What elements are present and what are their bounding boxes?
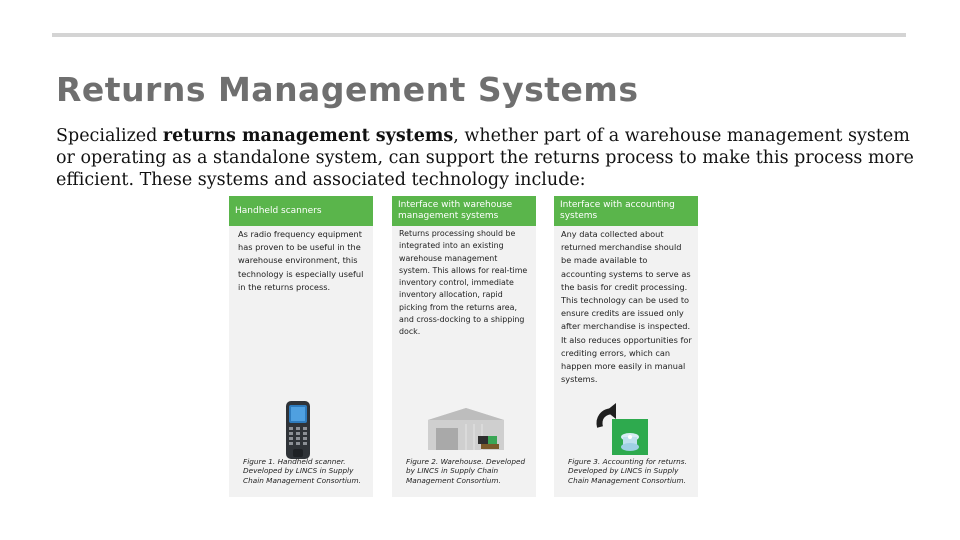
column-body: As radio frequency equipment has proven to be useful in the warehouse environment, this technology is especially useful in the returns process. xyxy=(238,229,364,292)
column-heading: Handheld scanners xyxy=(229,196,373,226)
page-title: Returns Management Systems xyxy=(56,70,639,109)
figure-caption: Figure 3. Accounting for returns. Developed by LINCS in Supply Chain Management Consortium. xyxy=(568,456,687,485)
intro-paragraph xyxy=(56,125,916,191)
top-divider xyxy=(52,33,906,37)
accounting-return-icon xyxy=(592,401,652,457)
column-warehouse-interface xyxy=(392,196,536,497)
column-handheld-scanners xyxy=(229,196,373,497)
figure-caption: Figure 2. Warehouse. Developed by LINCS in Supply Chain Management Consortium. xyxy=(406,456,526,485)
column-heading: Interface with warehouse management systems xyxy=(392,196,536,226)
column-accounting-interface xyxy=(554,196,698,497)
handheld-scanner-icon xyxy=(283,401,313,459)
figure-caption: Figure 1. Handheld scanner. Developed by LINCS in Supply Chain Management Consortium. xyxy=(243,456,361,485)
intro-text-end: , whether part of a warehouse management system or operating as a standalone system, can support the returns process to make this process more efficient. These systems and associated technology include: xyxy=(56,126,914,190)
intro-text-start: Specialized xyxy=(56,126,163,146)
intro-bold-term: returns management systems xyxy=(162,126,454,146)
column-body: Any data collected about returned merchandise should be made available to accounting systems to serve as the basis for credit processing. This technology can be used to ensure credits are issued only after merchandise is inspected. It also reduces opportunities for crediting errors, which can happen more easily in manual systems. xyxy=(561,229,692,385)
column-body: Returns processing should be integrated into an existing warehouse management system. This allows for real-time inventory control, immediate inventory allocation, rapid picking from the returns area, and cross-docking to a shipping dock. xyxy=(399,229,528,337)
warehouse-icon xyxy=(426,406,506,450)
column-heading: Interface with accounting systems xyxy=(554,196,698,226)
